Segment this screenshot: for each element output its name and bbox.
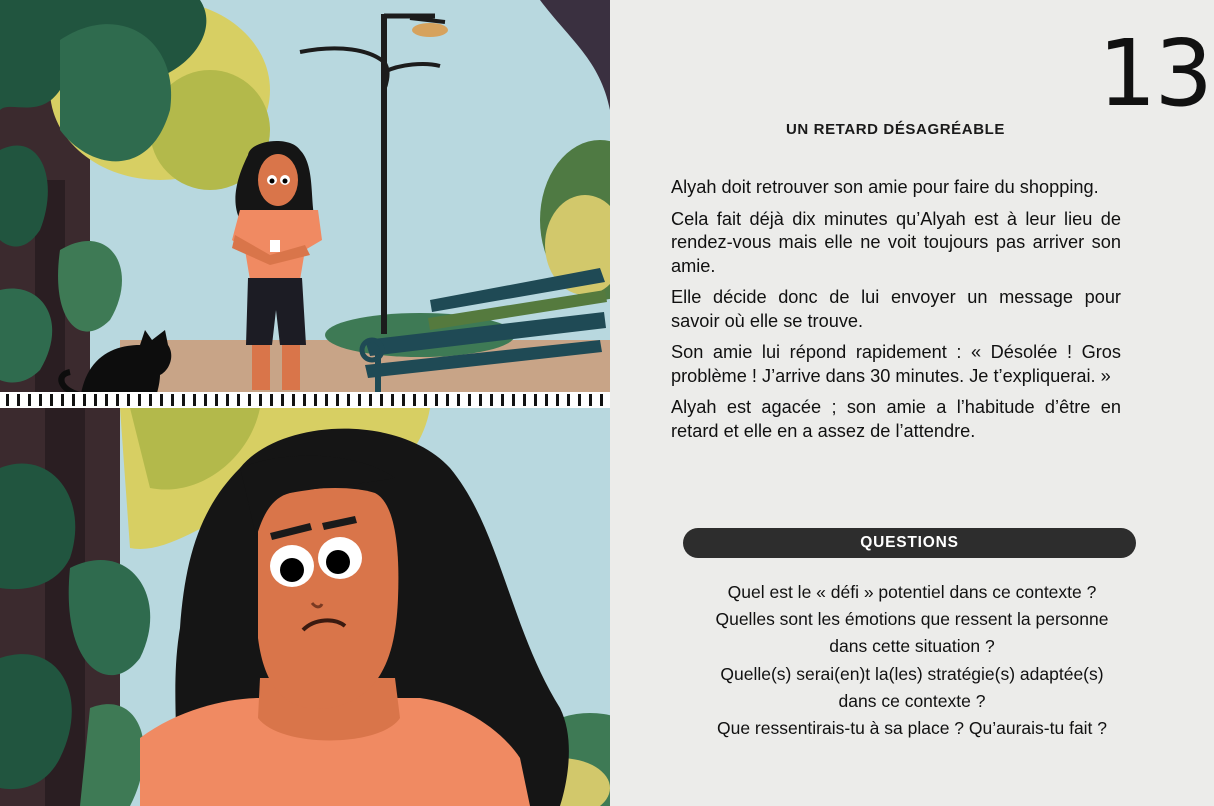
text-panel bbox=[610, 0, 1214, 806]
question-line: dans cette situation ? bbox=[829, 636, 995, 657]
story-paragraph: Alyah est agacée ; son amie a l’habitude d’être en retard et elle en a assez de l’attendre. bbox=[671, 397, 1121, 441]
story-paragraph: Alyah doit retrouver son amie pour faire du shopping. bbox=[671, 177, 1099, 197]
park-scene-illustration bbox=[0, 0, 610, 400]
questions-list bbox=[670, 579, 1154, 742]
story-paragraph: Elle décide donc de lui envoyer un message pour savoir où elle se trouve. bbox=[671, 287, 1121, 331]
story-text bbox=[671, 176, 1121, 451]
card-title: UN RETARD DÉSAGRÉABLE bbox=[786, 121, 1005, 138]
perforation-strip bbox=[0, 392, 610, 408]
question-line: Que ressentirais-tu à sa place ? Qu’aurais-tu fait ? bbox=[716, 718, 1108, 739]
question-line: Quelles sont les émotions que ressent la personne bbox=[715, 609, 1109, 630]
card-number: 13 bbox=[1098, 20, 1212, 127]
story-paragraph: Cela fait déjà dix minutes qu’Alyah est à leur lieu de rendez-vous mais elle ne voit toujours pas arriver son amie. bbox=[671, 208, 1121, 276]
portrait-illustration bbox=[0, 408, 610, 806]
question-line: Quelle(s) serai(en)t la(les) stratégie(s) adaptée(s) bbox=[720, 663, 1104, 684]
questions-header: QUESTIONS bbox=[683, 528, 1136, 558]
question-line: dans ce contexte ? bbox=[838, 690, 986, 711]
story-paragraph: Son amie lui répond rapidement : « Désolée ! Gros problème ! J’arrive dans 30 minutes. Je t’expliquerai. » bbox=[671, 342, 1121, 386]
question-line: Quel est le « défi » potentiel dans ce contexte ? bbox=[727, 582, 1097, 602]
